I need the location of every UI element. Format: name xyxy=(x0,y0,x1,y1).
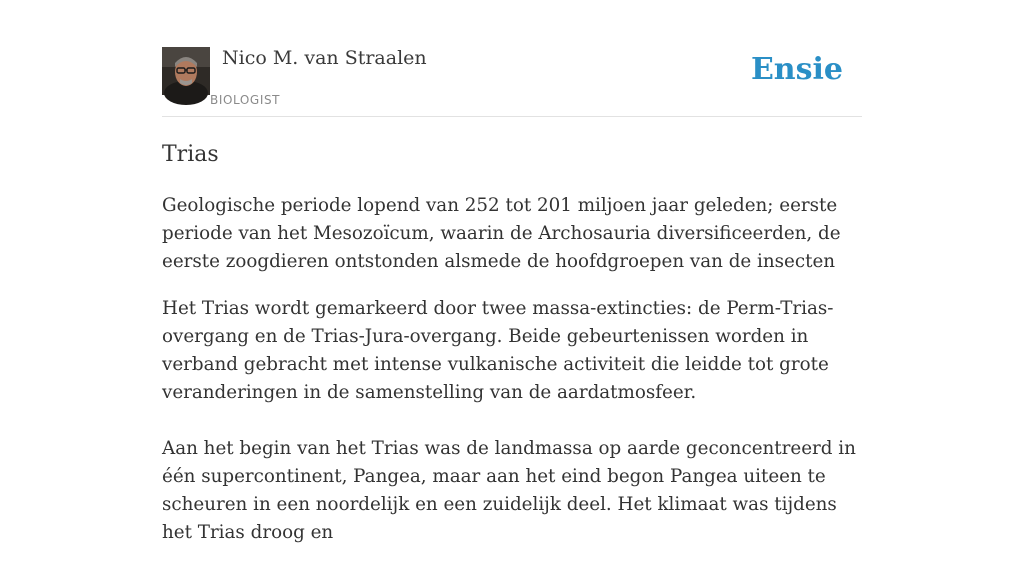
author-name[interactable]: Nico M. van Straalen xyxy=(222,47,427,69)
brand-logo[interactable]: Ensie xyxy=(750,52,843,87)
author-portrait-icon xyxy=(162,47,210,95)
article-body xyxy=(162,295,862,575)
author-avatar[interactable] xyxy=(162,47,210,95)
author-header xyxy=(162,46,862,117)
article-paragraph: Het Trias wordt gemarkeerd door twee massa-extincties: de Perm-Trias-overgang en de Trias-Jura-overgang. Beide gebeurtenissen worden in verband gebracht met intense vulkanische activiteit die leidde tot grote veranderingen in de samenstelling van de aardatmosfeer. xyxy=(162,298,834,403)
article-title: Trias xyxy=(162,142,219,167)
article-summary: Geologische periode lopend van 252 tot 201 miljoen jaar geleden; eerste periode van het Mesozoïcum, waarin de Archosauria diversificeerden, de eerste zoogdieren ontstonden alsmede de hoofdgroepen van de insecten xyxy=(162,195,841,272)
author-role: BIOLOGIST xyxy=(210,93,281,107)
article-paragraph: Aan het begin van het Trias was de landmassa op aarde geconcentreerd in één supercontinent, Pangea, maar aan het eind begon Pangea uiteen te scheuren in een noordelijk en een zuidelijk deel. Het klimaat was tijdens het Trias droog en xyxy=(162,438,856,543)
